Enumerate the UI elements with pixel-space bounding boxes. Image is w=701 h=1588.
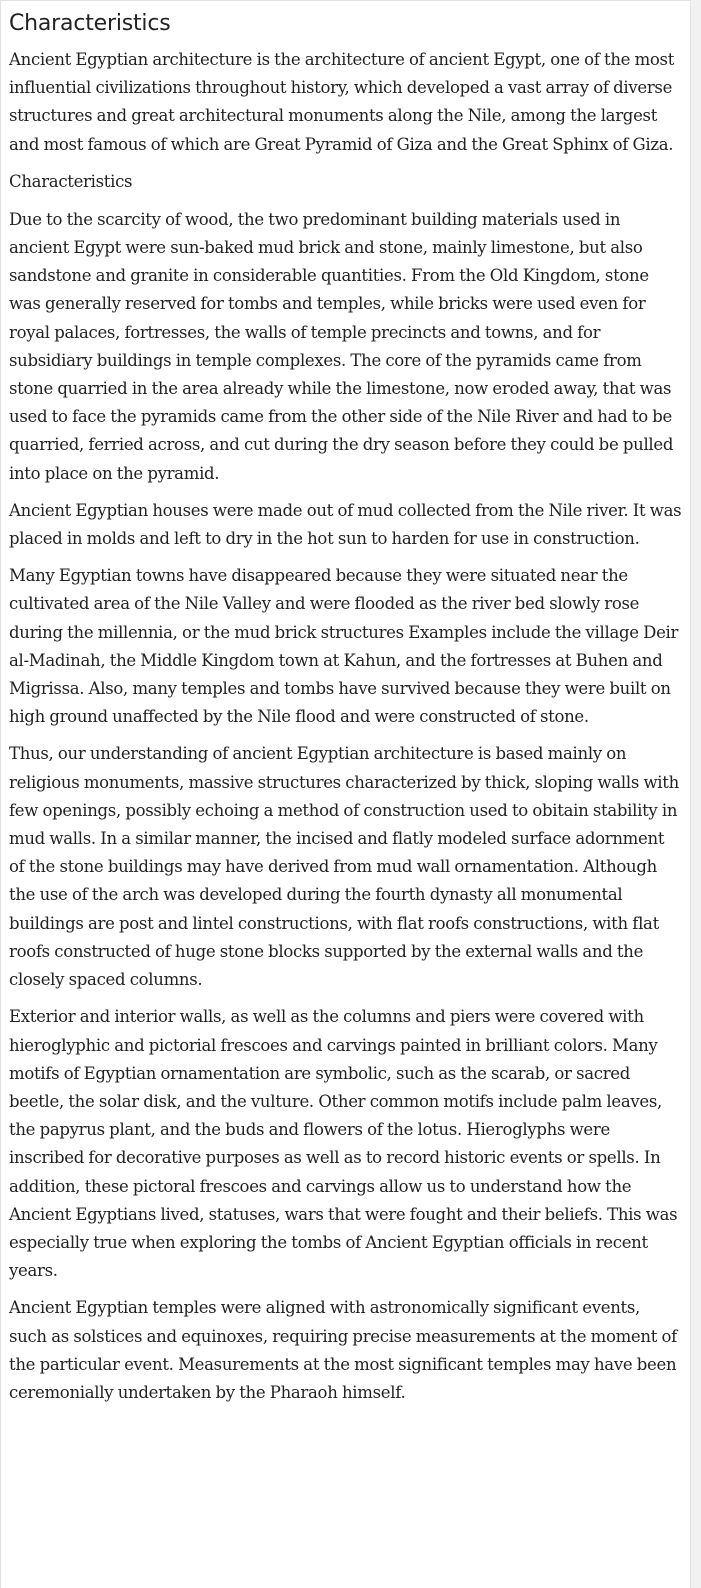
- paragraph-temple-alignment: Ancient Egyptian temples were aligned with astronomically significant events, such as solstices and equinoxes, requiring precise measurements at the moment of the particular event. Measurements at the most significant temples may have been ceremonially undertaken by the Pharaoh himself.: [9, 1298, 677, 1402]
- section-subheading: Characteristics: [9, 171, 133, 191]
- paragraph-decoration: Exterior and interior walls, as well as the columns and piers were covered with hieroglyphic and pictorial frescoes and carvings painted in brilliant colors. Many motifs of Egyptian ornamentation are symbolic, such as the scarab, or sacred beetle, the solar disk, and the vulture. Other common motifs include palm leaves, the papyrus plant, and the buds and flowers of the lotus. Hieroglyphs were inscribed for decorative purposes as well as to record historic events or spells. In addition, these pictoral frescoes and carvings allow us to understand how the Ancient Egyptians lived, statuses, wars that were fought and their beliefs. This was especially true when exploring the tombs of Ancient Egyptian officials in recent years.: [9, 1007, 678, 1281]
- intro-paragraph: Ancient Egyptian architecture is the architecture of ancient Egypt, one of the most influential civilizations throughout history, which developed a vast array of diverse structures and great architectural monuments along the Nile, among the largest and most famous of which are Great Pyramid of Giza and the Great Sphinx of Giza.: [9, 50, 675, 154]
- paragraph-materials: Due to the scarcity of wood, the two predominant building materials used in ancient Egypt were sun-baked mud brick and stone, mainly limestone, but also sandstone and granite in considerable quantities. From the Old Kingdom, stone was generally reserved for tombs and temples, while bricks were used even for royal palaces, fortresses, the walls of temple precincts and towns, and for subsidiary buildings in temple complexes. The core of the pyramids came from stone quarried in the area already while the limestone, now eroded away, that was used to face the pyramids came from the other side of the Nile River and had to be quarried, ferried across, and cut during the dry season before they could be pulled into place on the pyramid.: [9, 209, 674, 483]
- article-title: Characteristics: [9, 11, 171, 36]
- paragraph-religious-monuments: Thus, our understanding of ancient Egyptian architecture is based mainly on religious monuments, massive structures characterized by thick, sloping walls with few openings, possibly echoing a method of construction used to obitain stability in mud walls. In a similar manner, the incised and flatly modeled surface adornment of the stone buildings may have derived from mud wall ornamentation. Although the use of the arch was developed during the fourth dynasty all monumental buildings are post and lintel constructions, with flat roofs constructions, with flat roofs constructed of huge stone blocks supported by the external walls and the closely spaced columns.: [9, 744, 679, 990]
- paragraph-towns: Many Egyptian towns have disappeared because they were situated near the cultivated area of the Nile Valley and were flooded as the river bed slowly rose during the millennia, or the mud brick structures Examples include the village Deir al-Madinah, the Middle Kingdom town at Kahun, and the fortresses at Buhen and Migrissa. Also, many temples and tombs have survived because they were built on high ground unaffected by the Nile flood and were constructed of stone.: [9, 566, 679, 727]
- paragraph-houses: Ancient Egyptian houses were made out of mud collected from the Nile river. It was placed in molds and left to dry in the hot sun to harden for use in construction.: [9, 500, 682, 549]
